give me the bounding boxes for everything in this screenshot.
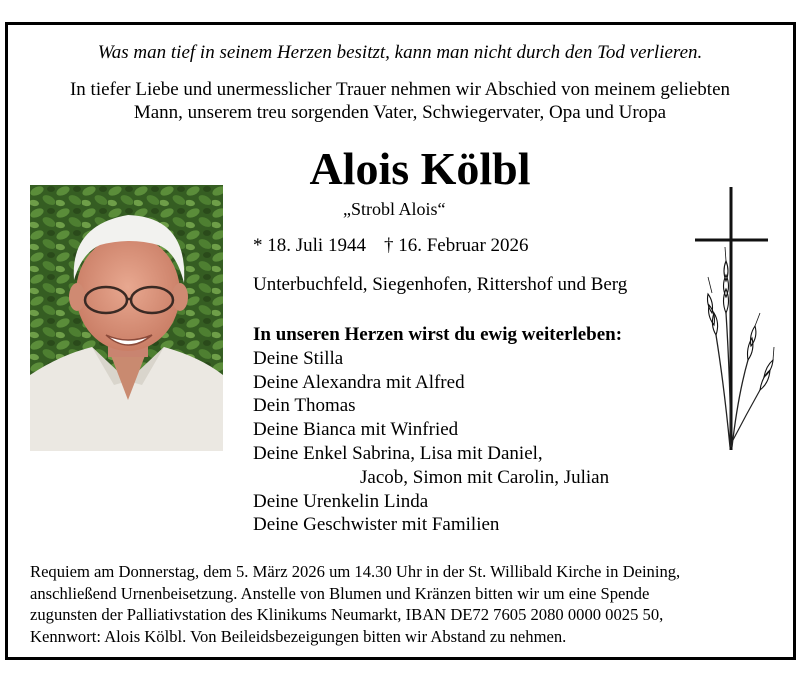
birth-date: * 18. Juli 1944	[253, 235, 366, 256]
portrait-photo	[30, 185, 223, 451]
requiem-line: zugunsten der Palliativstation des Klinikums Neumarkt, IBAN DE72 7605 2080 0000 0025 50,	[30, 605, 664, 624]
intro-line-2: Mann, unserem treu sorgenden Vater, Schwiegervater, Opa und Uropa	[133, 102, 667, 123]
mourner-line: Deine Bianca mit Winfried	[253, 419, 459, 441]
motto: Was man tief in seinem Herzen besitzt, kann man nicht durch den Tod verlieren.	[97, 42, 703, 63]
death-date: † 16. Februar 2026	[383, 235, 529, 256]
deceased-name: Alois Kölbl	[309, 143, 531, 194]
mourner-line: Deine Urenkelin Linda	[253, 490, 429, 512]
mourner-line: Deine Stilla	[253, 347, 344, 369]
mourner-line: Deine Enkel Sabrina, Lisa mit Daniel,	[253, 442, 543, 464]
mourner-line: Jacob, Simon mit Carolin, Julian	[360, 466, 610, 488]
mourner-line: Dein Thomas	[253, 395, 356, 417]
deceased-nickname: „Strobl Alois“	[343, 199, 446, 219]
intro-text	[20, 78, 780, 124]
mourner-line: Deine Alexandra mit Alfred	[253, 371, 465, 393]
places-of-life: Unterbuchfeld, Siegenhofen, Rittershof und Berg	[253, 274, 628, 295]
mourners-heading: In unseren Herzen wirst du ewig weiterleben:	[253, 324, 623, 345]
mourners-list	[253, 323, 622, 537]
requiem-line: Kennwort: Alois Kölbl. Von Beileidsbezeigungen bitten wir Abstand zu nehmen.	[30, 626, 567, 646]
requiem-line: anschließend Urnenbeisetzung. Anstelle von Blumen und Kränzen bitten wir um eine Spende	[30, 583, 650, 603]
requiem-info	[30, 561, 770, 647]
life-dates	[253, 235, 529, 257]
intro-line-1: In tiefer Liebe und unermesslicher Trauer nehmen wir Abschied von meinem geliebten	[69, 79, 731, 100]
requiem-line: Requiem am Donnerstag, dem 5. März 2026 um 14.30 Uhr in der St. Willibald Kirche in Deining,	[30, 562, 681, 581]
mourner-line: Deine Geschwister mit Familien	[253, 514, 500, 536]
cross-with-wheat-icon	[690, 185, 775, 455]
